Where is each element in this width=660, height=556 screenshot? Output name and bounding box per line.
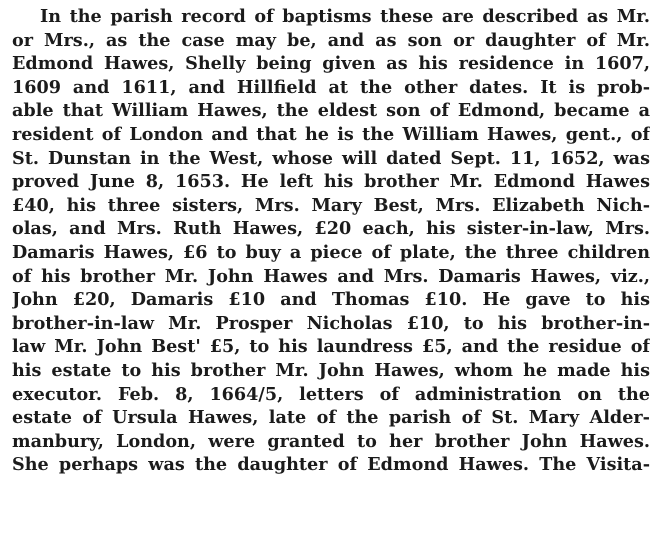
text-line-15: law Mr. John Best' £5, to his laundress £5, and the residue of <box>12 336 650 358</box>
text-line-8: proved June 8, 1653. He left his brother Mr. Edmond Hawes <box>12 171 650 193</box>
text-line-3: Edmond Hawes, Shelly being given as his residence in 1607, <box>12 53 650 75</box>
text-line-7: St. Dunstan in the West, whose will dated Sept. 11, 1652, was <box>12 147 650 169</box>
text-line-2: or Mrs., as the case may be, and as son or daughter of Mr. <box>12 29 650 51</box>
text-line-20: She perhaps was the daughter of Edmond Hawes. The Visita- <box>12 454 650 476</box>
text-line-11: Damaris Hawes, £6 to buy a piece of plate, the three children <box>12 241 650 263</box>
text-line-5: able that William Hawes, the eldest son of Edmond, became a <box>12 100 650 122</box>
text-line-14: brother-in-law Mr. Prosper Nicholas £10, to his brother-in- <box>12 312 650 334</box>
text-line-10: olas, and Mrs. Ruth Hawes, £20 each, his sister-in-law, Mrs. <box>12 218 650 240</box>
text-line-13: John £20, Damaris £10 and Thomas £10. He gave to his <box>12 289 650 311</box>
text-line-6: resident of London and that he is the William Hawes, gent., of <box>12 123 650 145</box>
text-line-1: In the parish record of baptisms these are described as Mr. <box>40 6 650 27</box>
body-paragraph <box>12 5 650 477</box>
text-line-17: executor. Feb. 8, 1664/5, letters of administration on the <box>12 383 650 405</box>
text-line-19: manbury, London, were granted to her brother John Hawes. <box>12 430 650 452</box>
text-line-9: £40, his three sisters, Mrs. Mary Best, Mrs. Elizabeth Nich- <box>12 194 650 216</box>
text-line-4: 1609 and 1611, and Hillfield at the other dates. It is prob- <box>12 76 650 98</box>
text-line-18: estate of Ursula Hawes, late of the parish of St. Mary Alder- <box>12 407 650 429</box>
text-line-12: of his brother Mr. John Hawes and Mrs. Damaris Hawes, viz., <box>12 265 650 287</box>
text-line-16: his estate to his brother Mr. John Hawes, whom he made his <box>12 359 650 381</box>
